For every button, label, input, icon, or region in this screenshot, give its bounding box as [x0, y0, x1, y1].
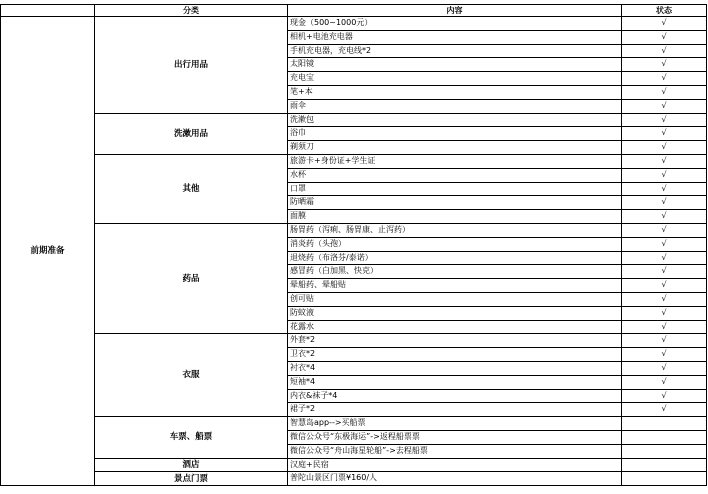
status-cell: √ [622, 334, 707, 348]
content-cell: 充电宝 [288, 72, 622, 86]
content-cell: 手机充电器，充电线*2 [288, 45, 622, 59]
status-cell: √ [622, 17, 707, 31]
status-cell: √ [622, 224, 707, 238]
content-cell: 洗漱包 [288, 114, 622, 128]
status-cell: √ [622, 362, 707, 376]
category-cell: 衣服 [95, 334, 288, 417]
category-cell: 景点门票 [95, 472, 288, 486]
status-cell: √ [622, 321, 707, 335]
content-cell: 剃须刀 [288, 141, 622, 155]
status-cell: √ [622, 183, 707, 197]
category-cell: 药品 [95, 224, 288, 334]
content-cell: 内衣&袜子*4 [288, 390, 622, 404]
content-cell: 普陀山景区门票¥160/人 [288, 472, 622, 486]
status-cell [622, 445, 707, 459]
content-cell: 裙子*2 [288, 403, 622, 417]
content-cell: 相机+电池充电器 [288, 31, 622, 45]
status-cell: √ [622, 169, 707, 183]
header-blank [0, 4, 95, 17]
header-content: 内容 [288, 4, 622, 17]
category-cell: 洗漱用品 [95, 114, 288, 155]
category-cell: 其他 [95, 155, 288, 224]
status-cell: √ [622, 155, 707, 169]
status-cell [622, 431, 707, 445]
content-cell: 现金（500~1000元） [288, 17, 622, 31]
content-cell: 感冒药（白加黑、快克） [288, 265, 622, 279]
status-cell: √ [622, 238, 707, 252]
status-cell: √ [622, 293, 707, 307]
category-cell: 车票、船票 [95, 417, 288, 458]
header-status: 状态 [622, 4, 707, 17]
status-cell: √ [622, 141, 707, 155]
status-cell: √ [622, 403, 707, 417]
content-cell: 防晒霜 [288, 196, 622, 210]
content-cell: 防蚊液 [288, 307, 622, 321]
content-cell: 晕船药、晕船贴 [288, 279, 622, 293]
status-cell: √ [622, 279, 707, 293]
content-cell: 创可贴 [288, 293, 622, 307]
content-cell: 外套*2 [288, 334, 622, 348]
status-cell: √ [622, 72, 707, 86]
content-cell: 退烧药（布洛芬/泰诺） [288, 252, 622, 266]
status-cell: √ [622, 307, 707, 321]
content-cell: 汉庭+民宿 [288, 459, 622, 473]
status-cell [622, 459, 707, 473]
content-cell: 面膜 [288, 210, 622, 224]
content-cell: 口罩 [288, 183, 622, 197]
content-cell: 笔+本 [288, 86, 622, 100]
status-cell: √ [622, 196, 707, 210]
content-cell: 智慧岛app-->买船票 [288, 417, 622, 431]
phase-cell: 前期准备 [0, 17, 95, 486]
status-cell: √ [622, 86, 707, 100]
content-cell: 雨伞 [288, 100, 622, 114]
status-cell: √ [622, 348, 707, 362]
status-cell [622, 417, 707, 431]
status-cell: √ [622, 265, 707, 279]
category-cell: 出行用品 [95, 17, 288, 114]
status-cell: √ [622, 114, 707, 128]
status-cell: √ [622, 58, 707, 72]
status-cell: √ [622, 127, 707, 141]
content-cell: 衬衣*4 [288, 362, 622, 376]
content-cell: 卫衣*2 [288, 348, 622, 362]
content-cell: 花露水 [288, 321, 622, 335]
content-cell: 肠胃药（泻痢、肠胃康、止泻药） [288, 224, 622, 238]
content-cell: 旅游卡+身份证+学生证 [288, 155, 622, 169]
status-cell: √ [622, 252, 707, 266]
status-cell [622, 472, 707, 486]
content-cell: 短袖*4 [288, 376, 622, 390]
status-cell: √ [622, 376, 707, 390]
content-cell: 太阳镜 [288, 58, 622, 72]
status-cell: √ [622, 31, 707, 45]
category-cell: 酒店 [95, 459, 288, 473]
content-cell: 微信公众号“东极海运”->返程船票票 [288, 431, 622, 445]
status-cell: √ [622, 45, 707, 59]
content-cell: 微信公众号“舟山海星轮船”->去程船票 [288, 445, 622, 459]
header-category: 分类 [95, 4, 288, 17]
content-cell: 消炎药（头孢） [288, 238, 622, 252]
content-cell: 浴巾 [288, 127, 622, 141]
content-cell: 水杯 [288, 169, 622, 183]
status-cell: √ [622, 210, 707, 224]
status-cell: √ [622, 390, 707, 404]
status-cell: √ [622, 100, 707, 114]
